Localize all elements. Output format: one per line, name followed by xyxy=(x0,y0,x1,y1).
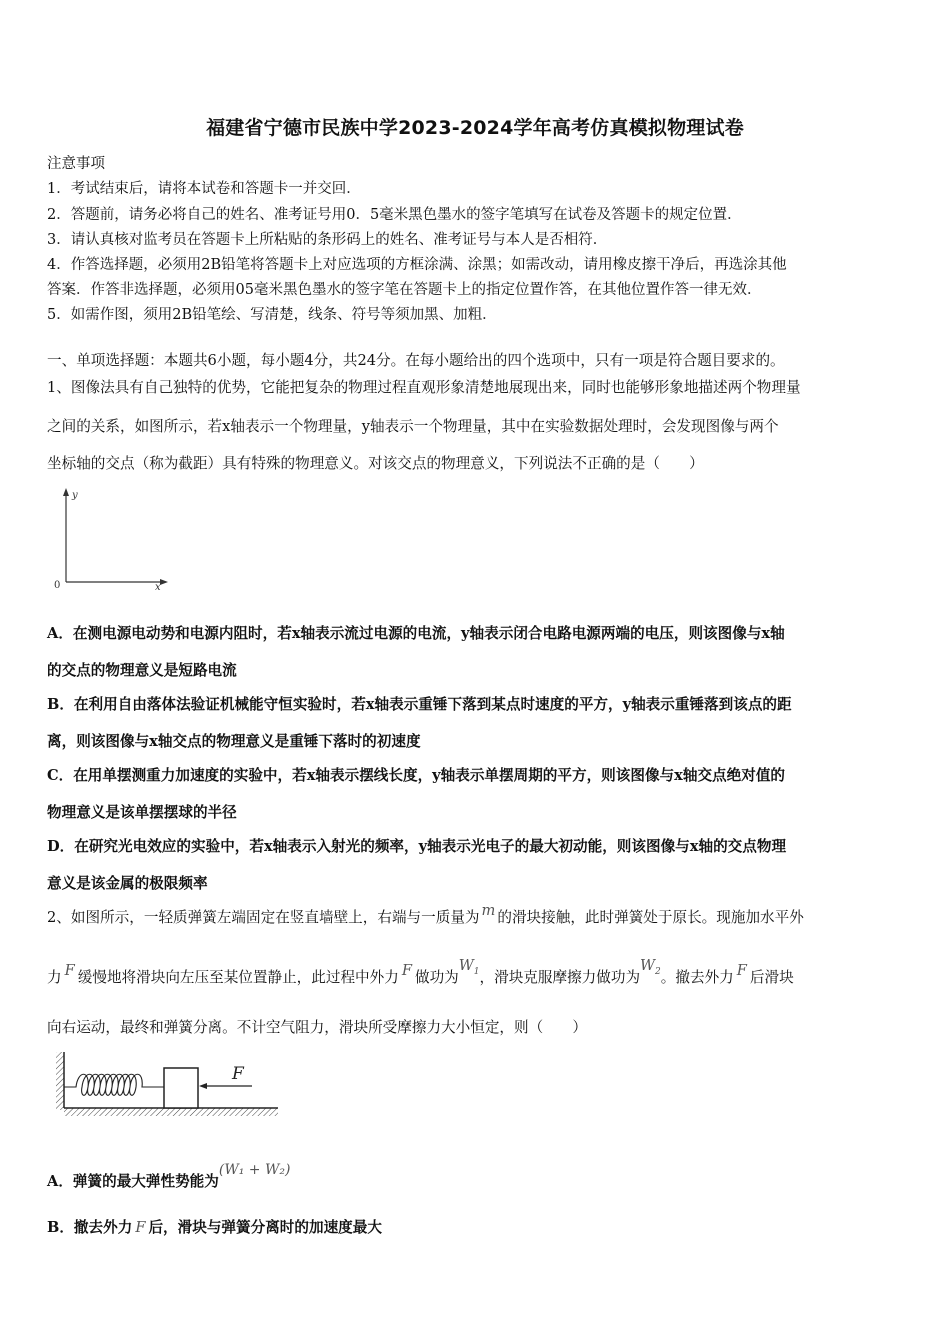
option-a: A．在测电源电动势和电源内阻时，若x轴表示流过电源的电流，y轴表示闭合电路电源两端的电压，则该图像与x轴 xyxy=(47,625,785,642)
w1-symbol xyxy=(458,957,480,977)
w1-letter: W xyxy=(458,957,474,974)
w2-letter: W xyxy=(640,957,656,974)
wall-hatch xyxy=(56,1052,64,1110)
q2-text: 后滑块 xyxy=(749,969,794,986)
option-b-cont: 离，则该图像与x轴交点的物理意义是重锤下落时的初速度 xyxy=(47,733,421,750)
slider-block xyxy=(164,1068,198,1108)
notice-item: 2．答题前，请务必将自己的姓名、准考证号用0．5毫米黑色墨水的签字笔填写在试卷及答题卡的规定位置． xyxy=(47,207,742,223)
option-b: B．在利用自由落体法验证机械能守恒实验时，若x轴表示重锤下落到某点时速度的平方，y轴表示重锤落到该点的距 xyxy=(47,696,792,713)
xy-axes-figure xyxy=(48,486,178,592)
w2-subscript: 2 xyxy=(655,966,661,977)
question-2-line-3: 向右运动，最终和弹簧分离。不计空气阻力，滑块所受摩擦力大小恒定，则（ ） xyxy=(47,1019,587,1036)
q2-text: 的滑块接触，此时弹簧处于原长。现施加水平外 xyxy=(497,909,804,926)
notice-item: 答案．作答非选择题，必须用05毫米黑色墨水的签字笔在答题卡上的指定位置作答，在其他位置作答一律无效． xyxy=(47,282,762,298)
page-title: 福建省宁德市民族中学2023-2024学年高考仿真模拟物理试卷 xyxy=(206,117,744,139)
section-heading: 一、单项选择题：本题共6小题，每小题4分，共24分。在每小题给出的四个选项中，只有一项是符合题目要求的。 xyxy=(47,352,785,369)
x-axis-label: x xyxy=(155,582,161,592)
option-d-cont: 意义是该金属的极限频率 xyxy=(47,875,208,892)
question-1-text: 之间的关系，如图所示，若x轴表示一个物理量，y轴表示一个物理量，其中在实验数据处理时，会发现图像与两个 xyxy=(47,418,779,435)
force-symbol: F xyxy=(135,1219,146,1236)
w2-symbol xyxy=(640,957,661,977)
q2-option-b xyxy=(47,1216,382,1237)
q2-option-b-text: 后，滑块与弹簧分离时的加速度最大 xyxy=(148,1219,382,1236)
question-2-line-2 xyxy=(47,957,794,989)
notice-item: 1．考试结束后，请将本试卷和答题卡一并交回． xyxy=(47,181,361,197)
question-2-line-1 xyxy=(47,902,804,927)
q2-option-a xyxy=(47,1162,291,1191)
force-label: F xyxy=(232,1064,244,1084)
question-1-text: 1、图像法具有自己独特的优势，它能把复杂的物理过程直观形象清楚地展现出来，同时也能够形象地描述两个物理量 xyxy=(47,379,801,396)
notice-item: 4．作答选择题，必须用2B铅笔将答题卡上对应选项的方框涂满、涂黑；如需改动，请用橡皮擦干净后，再选涂其他 xyxy=(47,257,787,273)
q2-option-a-text: A．弹簧的最大弹性势能为 xyxy=(47,1173,219,1190)
question-1-text: 坐标轴的交点（称为截距）具有特殊的物理意义。对该交点的物理意义，下列说法不正确的是（ ） xyxy=(47,455,704,472)
force-symbol: F xyxy=(64,962,75,979)
notice-item: 3．请认真核对监考员在答题卡上所粘贴的条形码上的姓名、准考证号与本人是否相符． xyxy=(47,232,608,248)
option-a-cont: 的交点的物理意义是短路电流 xyxy=(47,662,237,679)
mass-symbol: m xyxy=(481,902,496,919)
q2-option-a-expression: (W₁ + W₂) xyxy=(218,1162,291,1178)
option-c: C．在用单摆测重力加速度的实验中，若x轴表示摆线长度，y轴表示单摆周期的平方，则该图像与x轴交点绝对值的 xyxy=(47,767,786,784)
q2-text: 做功为 xyxy=(414,969,459,986)
spring xyxy=(64,1074,164,1095)
q2-text: 2、如图所示，一轻质弹簧左端固定在竖直墙壁上，右端与一质量为 xyxy=(47,909,480,926)
spring-block-figure xyxy=(54,1048,280,1120)
y-axis-label: y xyxy=(72,490,78,501)
q2-text: 。撤去外力 xyxy=(660,969,734,986)
force-symbol: F xyxy=(736,962,747,979)
origin-label: 0 xyxy=(54,580,61,591)
option-c-cont: 物理意义是该单摆摆球的半径 xyxy=(47,804,237,821)
notice-item: 5．如需作图，须用2B铅笔绘、写清楚，线条、符号等须加黑、加粗． xyxy=(47,307,497,323)
force-arrowhead xyxy=(199,1083,207,1089)
q2-text: 力 xyxy=(47,969,62,986)
q2-option-b-text: B．撤去外力 xyxy=(47,1219,133,1236)
q2-text: ，滑块克服摩擦力做功为 xyxy=(479,969,641,986)
option-d: D．在研究光电效应的实验中，若x轴表示入射光的频率，y轴表示光电子的最大初动能，则该图像与x轴的交点物理 xyxy=(47,838,787,855)
floor-hatch xyxy=(64,1108,278,1116)
notice-heading: 注意事项 xyxy=(47,156,105,172)
force-symbol: F xyxy=(401,962,412,979)
q2-text: 缓慢地将滑块向左压至某位置静止，此过程中外力 xyxy=(77,969,399,986)
w1-subscript: 1 xyxy=(473,966,480,977)
